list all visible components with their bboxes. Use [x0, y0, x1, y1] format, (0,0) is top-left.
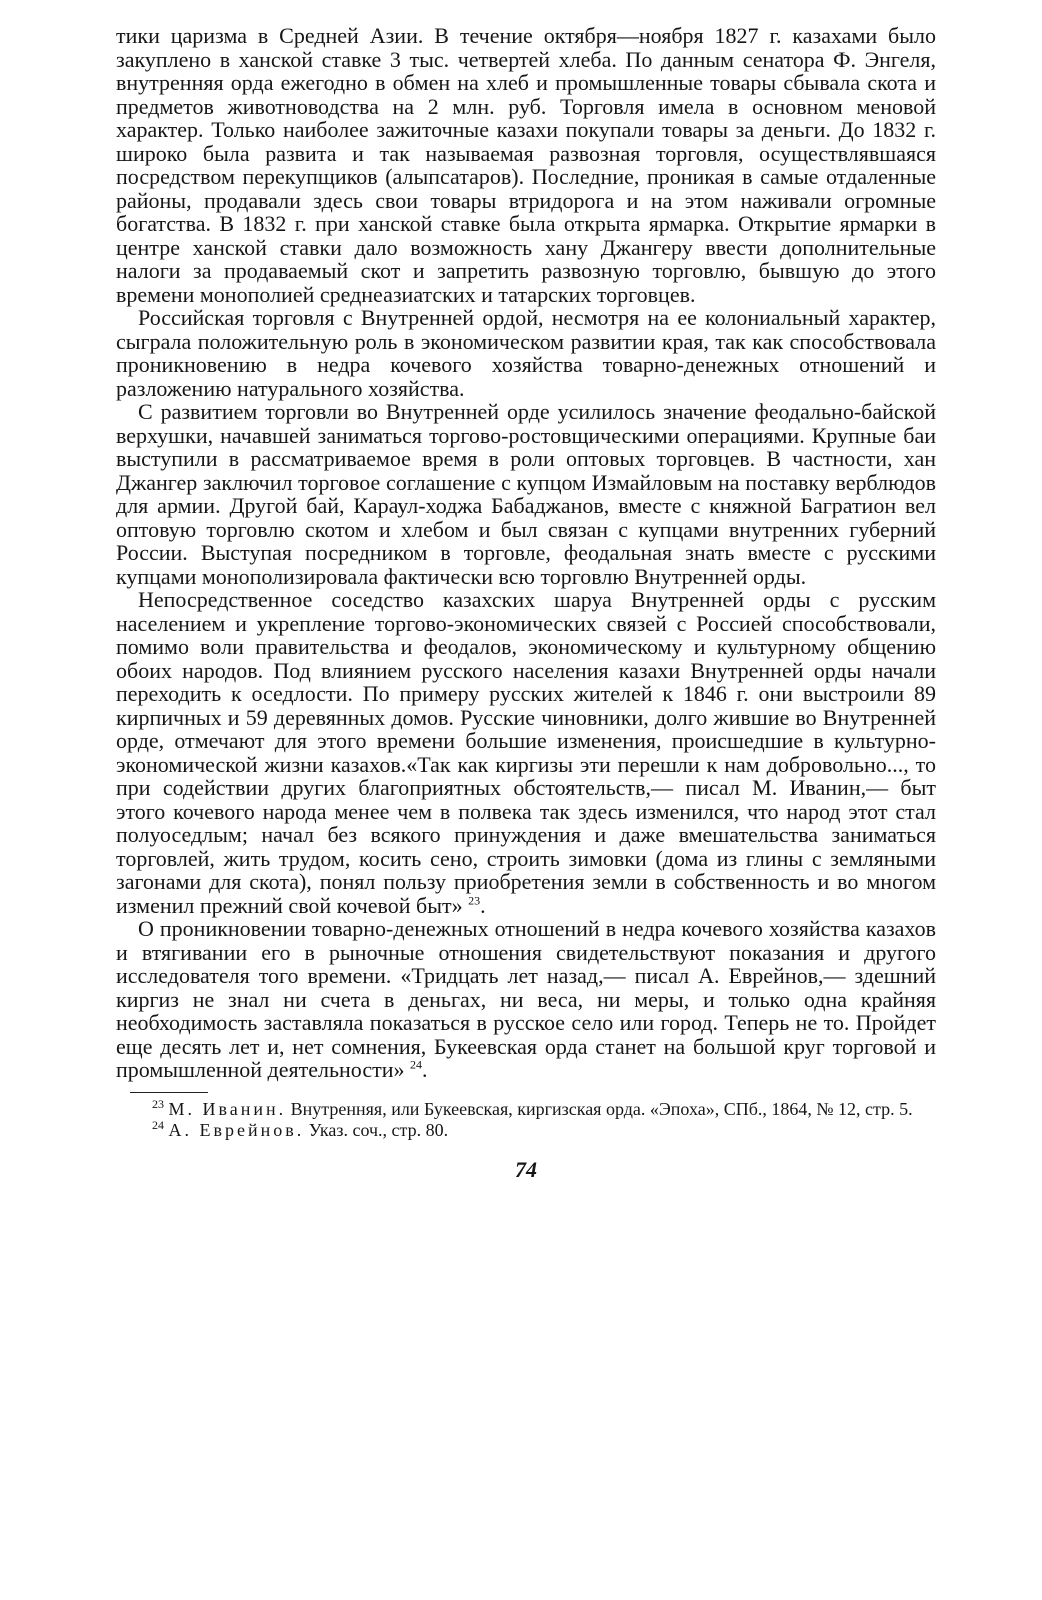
footnote-24 [116, 1117, 936, 1141]
footnote-author: М. Иванин. [168, 1098, 287, 1119]
paragraph-5: О проникновении товарно-денежных отношений в недра кочевого хозяйства казахов и втягивании его в рыночные отношения свидетельствуют показания и другого исследователя того времени. «Тридцать лет назад,— писал А. Еврейнов,— здешний киргиз не знал ни счета в деньгах, ни веса, ни меры, и только одна крайняя необходимость заставляла показаться в русское село или город. Теперь не то. Пройдет еще десять лет и, нет сомнения, Букеевская орда станет на большой круг торговой и промышленной деятельности» $^{24}$. [116, 916, 936, 1082]
paragraph-4: Непосредственное соседство казахских шаруа Внутренней орды с русским населением и укрепление торгово-экономических связей с Россией способствовали, помимо воли правительства и феодалов, экономическому и культурному общению обоих народов. Под влиянием русского населения казахи Внутренней орды начали переходить к оседлости. По примеру русских жителей к 1846 г. они выстроили 89 кирпичных и 59 деревянных домов. Русские чиновники, долго жившие во Внутренней орде, отмечают для этого времени большие изменения, происшедшие в культурно-экономической жизни казахов.«Так как киргизы эти перешли к нам добровольно..., то при содействии других благоприятных обстоятельств,— писал М. Иванин,— быт этого кочевого народа менее чем в полвека так здесь изменился, что народ этот стал полуоседлым; начал без всякого принуждения и даже вмешательства заниматься торговлей, жить трудом, косить сено, строить зимовки (дома из глины с земляными загонами для скота), понял пользу приобретения земли в собственность и во многом изменил прежний свой кочевой быт» $^{23}$. [116, 587, 936, 918]
paragraph-2: Российская торговля с Внутренней ордой, несмотря на ее колониальный характер, сыграла положительную роль в экономическом развитии края, так как способствовала проникновению в недра кочевого хозяйства товарно-денежных отношений и разложению натурального хозяйства. [116, 305, 936, 401]
footnote-ref-24: 24 [410, 1057, 423, 1072]
page [116, 24, 936, 1183]
paragraph-3: С развитием торговли во Внутренней орде усилилось значение феодально-байской верхушки, начавшей заниматься торгово-ростовщическими операциями. Крупные баи выступили в рассматриваемое время в роли оптовых торговцев. В частности, хан Джангер заключил торговое соглашение с купцом Измайловым на поставку верблюдов для армии. Другой бай, Караул-ходжа Бабаджанов, вместе с княжной Багратион вел оптовую торговлю скотом и хлебом и был связан с купцами внутренних губерний России. Выступая посредником в торговле, феодальная знать вместе с русскими купцами монополизировала фактически всю торговлю Внутренней орды. [116, 399, 936, 589]
page-number: 74 [515, 1156, 537, 1182]
footnote-author: А. Еврейнов. [168, 1119, 305, 1140]
footnote-23 [116, 1096, 936, 1120]
paragraph-4-text: Непосредственное соседство казахских шаруа Внутренней орды с русским населением и укрепление торгово-экономических связей с Россией способствовали, помимо воли правительства и феодалов, экономическому и культурному общению обоих народов. Под влиянием русского населения казахи Внутренней орды начали переходить к оседлости. По примеру русских жителей к 1846 г. они выстроили 89 кирпичных и 59 деревянных домов. Русские чиновники, долго жившие во Внутренней орде, отмечают для этого времени большие изменения, происшедшие в культурно-экономической жизни казахов.«Так как киргизы эти перешли к нам добровольно..., то при содействии других благоприятных обстоятельств,— писал М. Иванин,— быт этого кочевого народа менее чем в полвека так здесь изменился, что народ этот стал полуоседлым; начал без всякого принуждения и даже вмешательства заниматься торговлей, жить трудом, косить сено, строить зимовки (дома из глины с земляными загонами для скота), понял пользу приобретения земли в собственность и во многом изменил прежний свой кочевой быт» [116, 587, 936, 918]
paragraph-1: тики царизма в Средней Азии. В течение октября—ноября 1827 г. казахами было закуплено в ханской ставке 3 тыс. четвертей хлеба. По данным сенатора Ф. Энгеля, внутренняя орда ежегодно в обмен на хлеб и промышленные товары сбывала скота и предметов животноводства на 2 млн. руб. Торговля имела в основном меновой характер. Только наиболее зажиточные казахи покупали товары за деньги. До 1832 г. широко была развита и так называемая развозная торговля, осуществлявшаяся посредством перекупщиков (алыпсатаров). Последние, проникая в самые отдаленные районы, продавали здесь свои товары втридорога и на этом наживали огромные богатства. В 1832 г. при ханской ставке была открыта ярмарка. Открытие ярмарки в центре ханской ставки дало возможность хану Джангеру ввести дополнительные налоги за продаваемый скот и запретить развозную торговлю, бывшую до этого времени монополией среднеазиатских и татарских торговцев. [116, 23, 936, 307]
footnote-divider [130, 1092, 208, 1093]
footnote-ref-23: 23 [468, 893, 481, 908]
footnote-number: 24 [152, 1117, 164, 1132]
footnote-text: Внутренняя, или Букеевская, киргизская орда. «Эпоха», СПб., 1864, № 12, стр. 5. [286, 1098, 913, 1119]
footnote-number: 23 [152, 1096, 164, 1111]
paragraph-5-text: О проникновении товарно-денежных отношений в недра кочевого хозяйства казахов и втягивании его в рыночные отношения свидетельствуют показания и другого исследователя того времени. «Тридцать лет назад,— писал А. Еврейнов,— здешний киргиз не знал ни счета в деньгах, ни веса, ни меры, и только одна крайняя необходимость заставляла показаться в русское село или город. Теперь не то. Пройдет еще десять лет и, нет сомнения, Букеевская орда станет на большой круг торговой и промышленной деятельности» [116, 916, 936, 1082]
footnote-text: Указ. соч., стр. 80. [304, 1119, 449, 1140]
